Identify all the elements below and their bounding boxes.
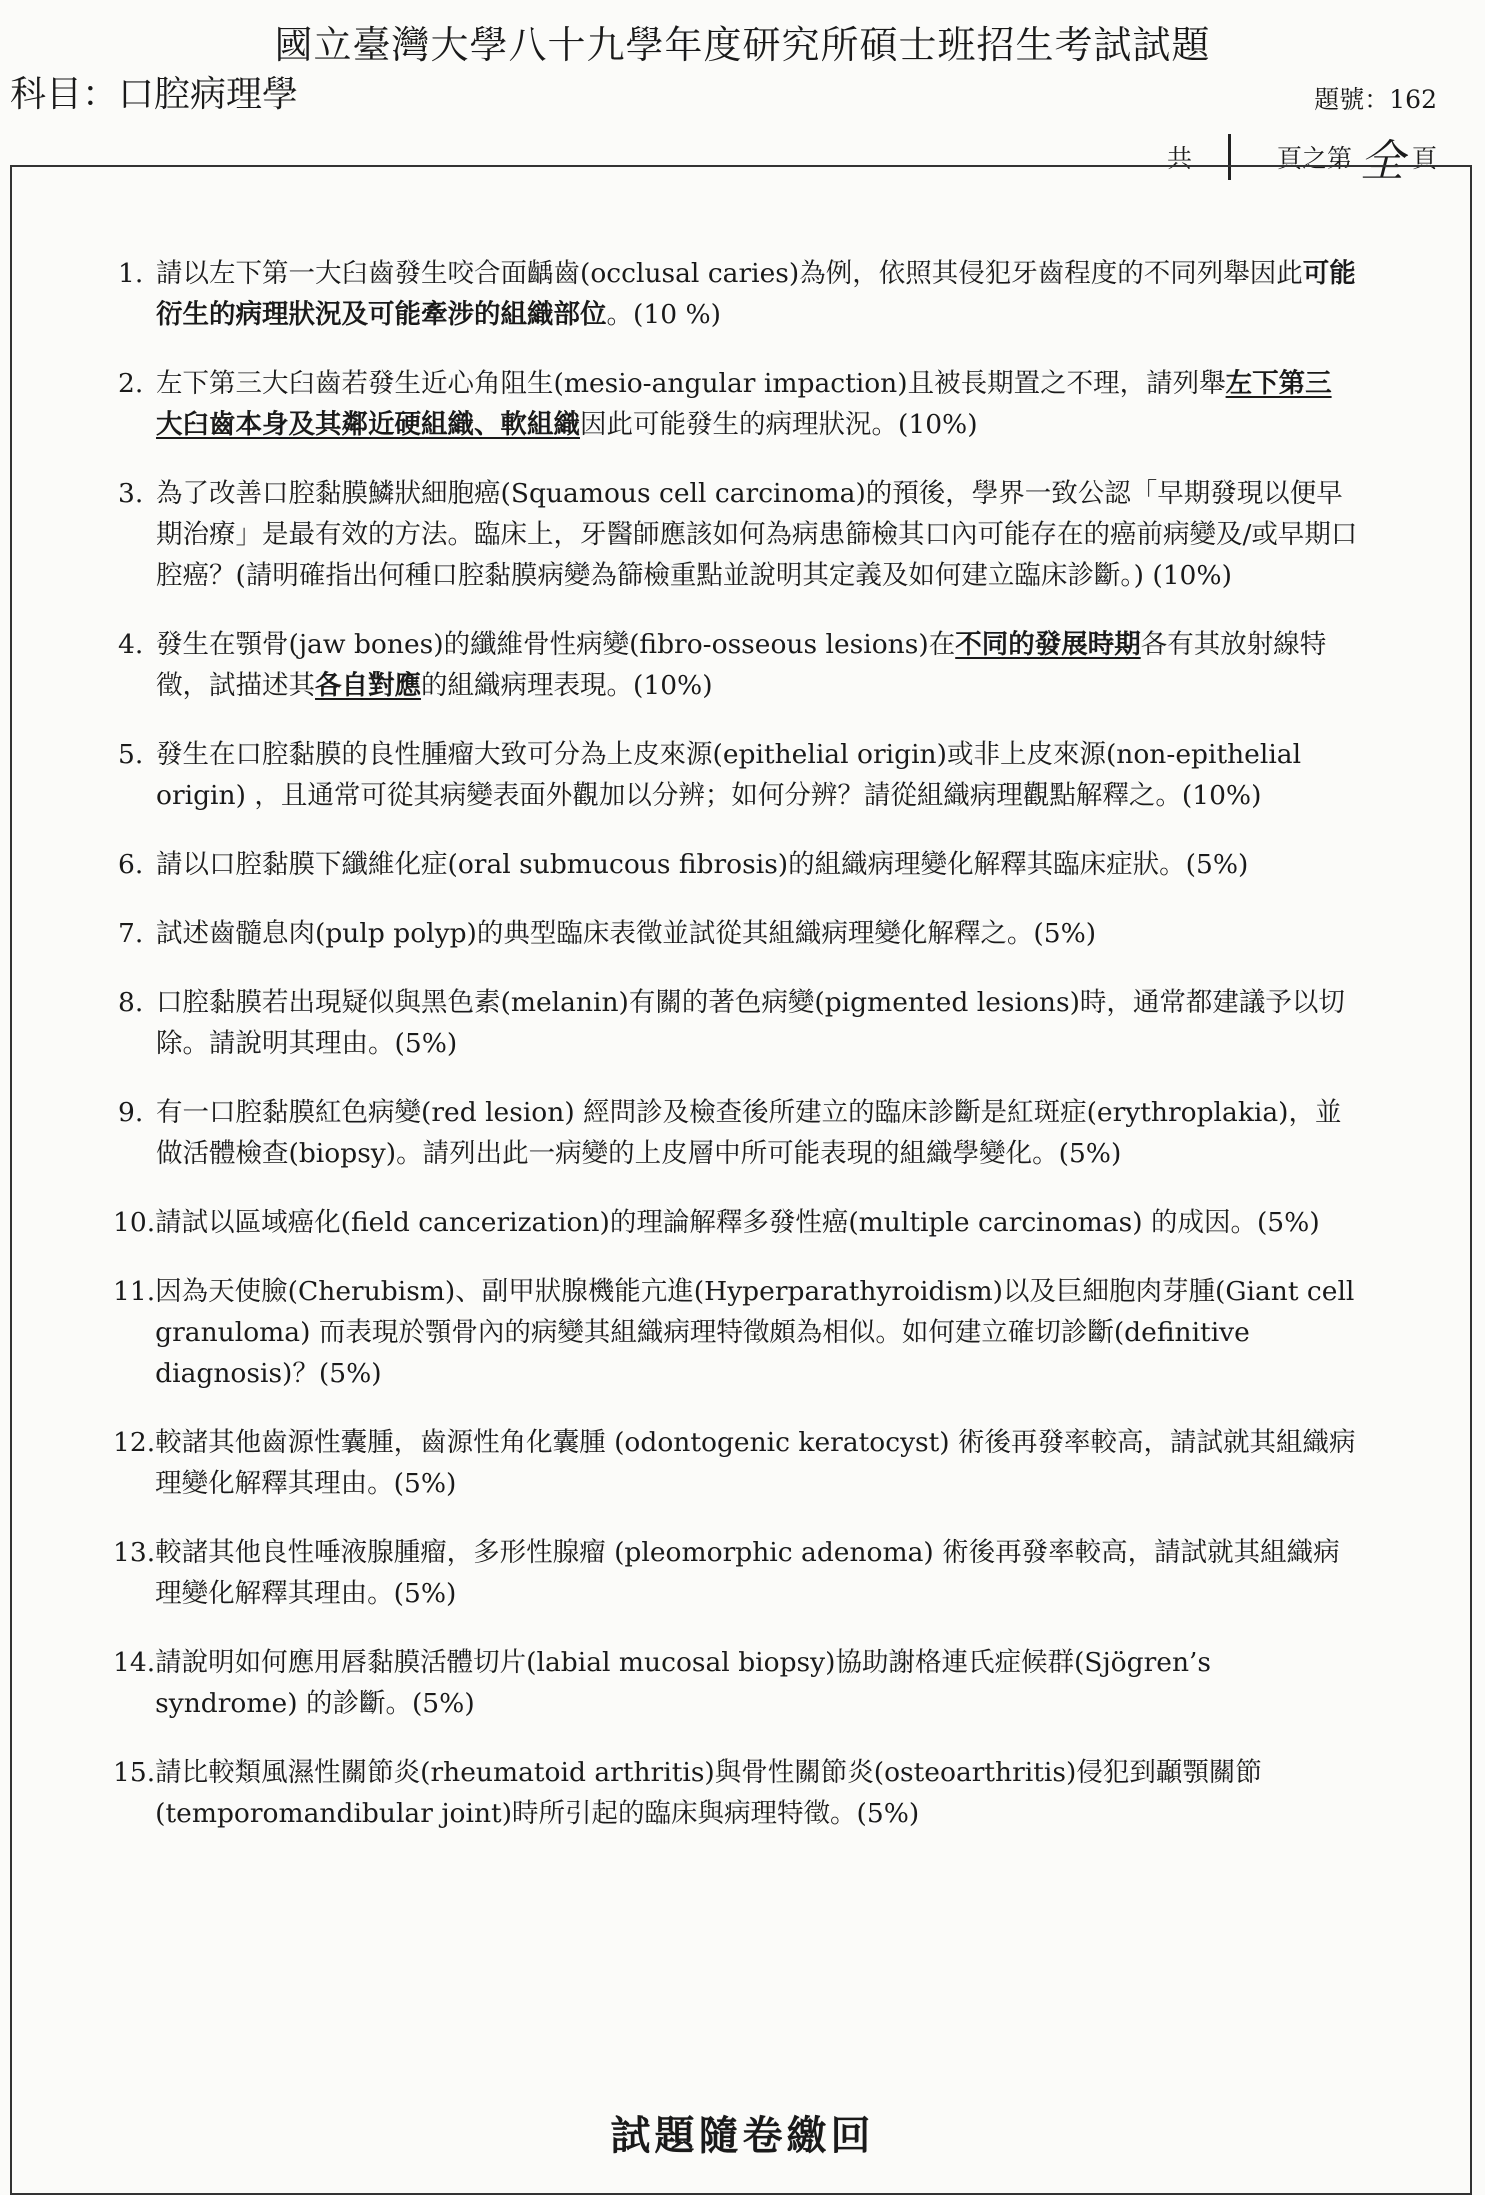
question-number: 9. (118, 1097, 144, 1128)
question-text: 有一口腔黏膜紅色病變(red lesion) 經問診及檢查後所建立的臨床診斷是紅斑症(erythroplakia)，並做活體檢查(biopsy)。請列出此一病變的上皮層中所可能表現的組織學變化。(5%) (156, 1097, 1342, 1169)
question-text: 為了改善口腔黏膜鱗狀細胞癌(Squamous cell carcinoma)的預後，學界一致公認「早期發現以便早期治療」是最有效的方法。臨床上，牙醫師應該如何為病患篩檢其口內可能存在的癌前病變及/或早期口腔癌？(請明確指出何種口腔黏膜病變為篩檢重點並說明其定義及如何建立臨床診斷。) (10%) (156, 478, 1358, 591)
question-number: 11. (113, 1276, 156, 1307)
question-number: 15. (113, 1757, 156, 1788)
question-text: 左下第三大臼齒若發生近心角阻生(mesio-angular impaction)且被長期置之不理，請列舉左下第三大臼齒本身及其鄰近硬組織、軟組織因此可能發生的病理狀況。(10%) (156, 368, 1332, 440)
question-item (113, 1271, 1358, 1394)
question-number: 12. (113, 1427, 156, 1458)
page-of-label: 頁之第 (1276, 144, 1352, 173)
question-item (118, 473, 1358, 596)
question-text: 試述齒髓息肉(pulp polyp)的典型臨床表徵並試從其組織病理變化解釋之。(5%) (156, 918, 1097, 949)
subject-label: 科目：口腔病理學 (10, 74, 299, 115)
question-item (113, 1642, 1358, 1724)
question-text: 發生在口腔黏膜的良性腫瘤大致可分為上皮來源(epithelial origin)或非上皮來源(non-epithelial origin) ，且通常可從其病變表面外觀加以分辨；如何分辨？請從組織病理觀點解釋之。(10%) (156, 739, 1302, 811)
question-item (118, 253, 1358, 335)
question-number: 5. (118, 739, 144, 770)
exam-title: 國立臺灣大學八十九學年度研究所碩士班招生考試試題 (274, 23, 1211, 67)
question-item (118, 913, 1358, 954)
page-suffix: 頁 (1411, 144, 1437, 173)
question-number: 13. (113, 1537, 156, 1568)
page-total-label: 共 (1166, 144, 1192, 173)
question-number: 3. (118, 478, 144, 509)
question-text: 發生在顎骨(jaw bones)的纖維骨性病變(fibro-osseous lesions)在不同的發展時期各有其放射線特徵，試描述其各自對應的組織病理表現。(10%) (156, 629, 1327, 701)
question-text: 請以左下第一大臼齒發生咬合面齲齒(occlusal caries)為例，依照其侵犯牙齒程度的不同列舉因此可能衍生的病理狀況及可能牽涉的組織部位。(10 %) (156, 258, 1356, 330)
question-item (113, 1422, 1358, 1504)
question-text: 請試以區域癌化(field cancerization)的理論解釋多發性癌(multiple carcinomas) 的成因。(5%) (155, 1207, 1320, 1238)
question-number: 4. (118, 629, 144, 660)
question-text: 請說明如何應用唇黏膜活體切片(labial mucosal biopsy)協助謝格連氏症候群(Sjögren’s syndrome) 的診斷。(5%) (155, 1647, 1212, 1719)
question-item (118, 844, 1358, 885)
question-item (118, 1092, 1358, 1174)
question-text: 較諸其他齒源性囊腫，齒源性角化囊腫 (odontogenic keratocyst) 術後再發率較高，請試就其組織病理變化解釋其理由。(5%) (155, 1427, 1356, 1499)
question-number: 7. (118, 918, 144, 949)
question-number: 1. (118, 258, 144, 289)
question-item (118, 734, 1358, 816)
question-text: 請比較類風濕性關節炎(rheumatoid arthritis)與骨性關節炎(osteoarthritis)侵犯到顳顎關節(temporomandibular joint)時所引起的臨床與病理特徵。(5%) (155, 1757, 1262, 1829)
question-number: 14. (113, 1647, 156, 1678)
return-notice: 試題隨卷繳回 (610, 2112, 875, 2159)
question-item (118, 624, 1358, 706)
question-text: 因為天使臉(Cherubism)、副甲狀腺機能亢進(Hyperparathyroidism)以及巨細胞肉芽腫(Giant cell granuloma) 而表現於顎骨內的病變其組織病理特徵頗為相似。如何建立確切診斷(definitive diagnosis)？(5%) (155, 1276, 1355, 1389)
question-code: 題號：162 (1314, 85, 1437, 114)
question-item (113, 1752, 1358, 1834)
question-number: 8. (118, 987, 144, 1018)
question-list (113, 253, 1358, 1862)
question-text: 請以口腔黏膜下纖維化症(oral submucous fibrosis)的組織病理變化解釋其臨床症狀。(5%) (156, 849, 1249, 880)
question-item (113, 1532, 1358, 1614)
question-item (118, 363, 1358, 445)
question-text: 較諸其他良性唾液腺腫瘤，多形性腺瘤 (pleomorphic adenoma) 術後再發率較高，請試就其組織病理變化解釋其理由。(5%) (155, 1537, 1340, 1609)
question-number: 2. (118, 368, 144, 399)
question-number: 6. (118, 849, 144, 880)
question-item (113, 1202, 1358, 1243)
page-handwritten: 全 (1359, 136, 1404, 187)
question-number: 10. (113, 1207, 156, 1238)
question-text: 口腔黏膜若出現疑似與黑色素(melanin)有關的著色病變(pigmented lesions)時，通常都建議予以切除。請說明其理由。(5%) (156, 987, 1345, 1059)
question-item (118, 982, 1358, 1064)
